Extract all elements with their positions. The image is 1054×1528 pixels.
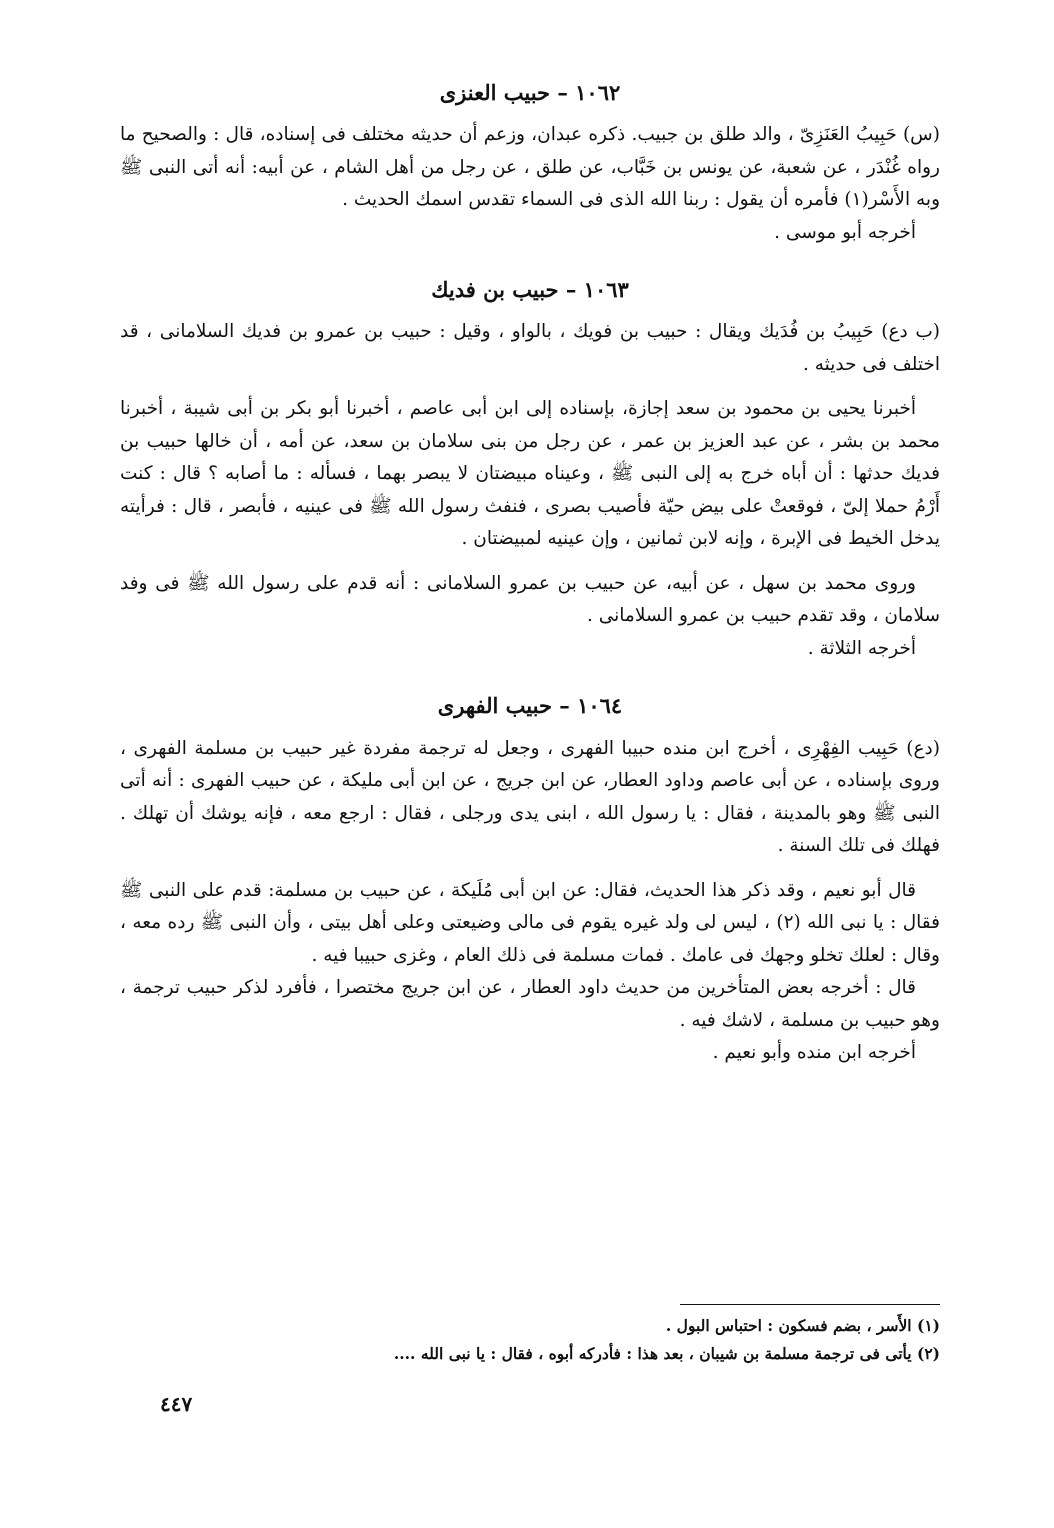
entry-1064 — [120, 693, 940, 1069]
entry-1063 — [120, 277, 940, 665]
entry-paragraph: قال أبو نعيم ، وقد ذكر هذا الحديث، فقال: عن ابن أبى مُلَيكة ، عن حبيب بن مسلمة: قدم على النبى ﷺ فقال : يا نبى الله (٢) ، ليس لى ولد غيره يقوم فى مالى وضيعتى وعلى أهل بيتى ، وأن النبى ﷺ رده معه ، وقال : لعلك تخلو وجهك فى عامك . فمات مسلمة فى ذلك العام ، وغزى حبيبا فيه . — [120, 879, 941, 966]
entry-paragraph: أخرجه أبو موسى . — [774, 221, 916, 243]
entry-paragraph: (س) حَبِيبُ العَنَزِىّ ، والد طلق بن جبيب. ذكره عبدان، وزعم أن حديثه مختلف فى إسناده، قال : والصحيح ما رواه غُنْدَر ، عن شعبة، عن يونس بن خَبَّاب، عن طلق ، عن رجل من أهل الشام ، عن أبيه: أنه أتى النبى ﷺ وبه الأَسْر(١) فأمره أن يقول : ربنا الله الذى فى السماء تقدس اسمك الحديث . — [120, 124, 940, 211]
entry-paragraph: أخرجه ابن منده وأبو نعيم . — [712, 1042, 916, 1064]
entry-paragraph: أخرجه الثلاثة . — [807, 637, 916, 659]
entry-paragraph: (دع) حَبِيب الفِهْرِى ، أخرج ابن منده حبيبا الفهرى ، وجعل له ترجمة مفردة غير حبيب بن مسلمة الفهرى ، وروى بإسناده ، عن أبى عاصم وداود العطار، عن ابن جريج ، عن ابن أبى مليكة ، عن حبيب الفهرى : أنه أتى النبى ﷺ وهو بالمدينة ، فقال : يا رسول الله ، ابنى يدى ورجلى ، فقال : ارجع معه ، فإنه يوشك أن تهلك . فهلك فى تلك السنة . — [120, 737, 940, 857]
entry-paragraph: قال : أخرجه بعض المتأخرين من حديث داود العطار ، عن ابن جريج مختصرا ، فأفرد لذكر حبيب ترجمة ، وهو حبيب بن مسلمة ، لاشك فيه . — [120, 977, 940, 1031]
footnotes — [120, 1312, 940, 1368]
entry-title: ١٠٦٢ – حبيب العنزى — [439, 80, 621, 105]
entry-paragraph: وروى محمد بن سهل ، عن أبيه، عن حبيب بن عمرو السلامانى : أنه قدم على رسول الله ﷺ فى وفد سلامان ، وقد تقدم حبيب بن عمرو السلامانى . — [120, 572, 940, 627]
footnote: (٢) يأتى فى ترجمة مسلمة بن شيبان ، بعد هذا : فأدركه أبوه ، فقال : يا نبى الله .... — [393, 1344, 940, 1363]
footnote-divider — [680, 1304, 940, 1305]
entry-paragraph: (ب دع) حَبِيبُ بن فُدَيك ويقال : حبيب بن فويك ، بالواو ، وقيل : حبيب بن عمرو بن فديك السلامانى ، قد اختلف فى حديثه . — [120, 321, 940, 375]
book-page — [120, 80, 940, 1460]
entry-title: ١٠٦٤ – حبيب الفهرى — [437, 693, 623, 719]
footnote: (١) الأَسر ، بضم فسكون : احتباس البول . — [665, 1316, 940, 1335]
entry-paragraph: أخبرنا يحيى بن محمود بن سعد إجازة، بإسناده إلى ابن أبى عاصم ، أخبرنا أبو بكر بن أبى شيبة ، أخبرنا محمد بن بشر ، عن عبد العزيز بن عمر ، عن رجل من بنى سلامان بن سعد، عن أمه ، أن خالها حبيب بن فديك حدثها : أن أباه خرج به إلى النبى ﷺ ، وعيناه مبيضتان لا يبصر بهما ، فسأله : ما أصابه ؟ قال : كنت أَرْمُ حملا إلىّ ، فوقعتْ على بيض حيّة فأصيب بصرى ، فنفث رسول الله ﷺ فى عينيه ، فأبصر ، قال : فرأيته يدخل الخيط فى الإبرة ، وإنه لابن ثمانين ، وإن عينيه لمبيضتان . — [120, 398, 940, 550]
page-number: ٤٤٧ — [160, 1392, 193, 1416]
entry-title: ١٠٦٣ – حبيب بن فديك — [431, 277, 629, 303]
entry-1062 — [120, 80, 940, 249]
